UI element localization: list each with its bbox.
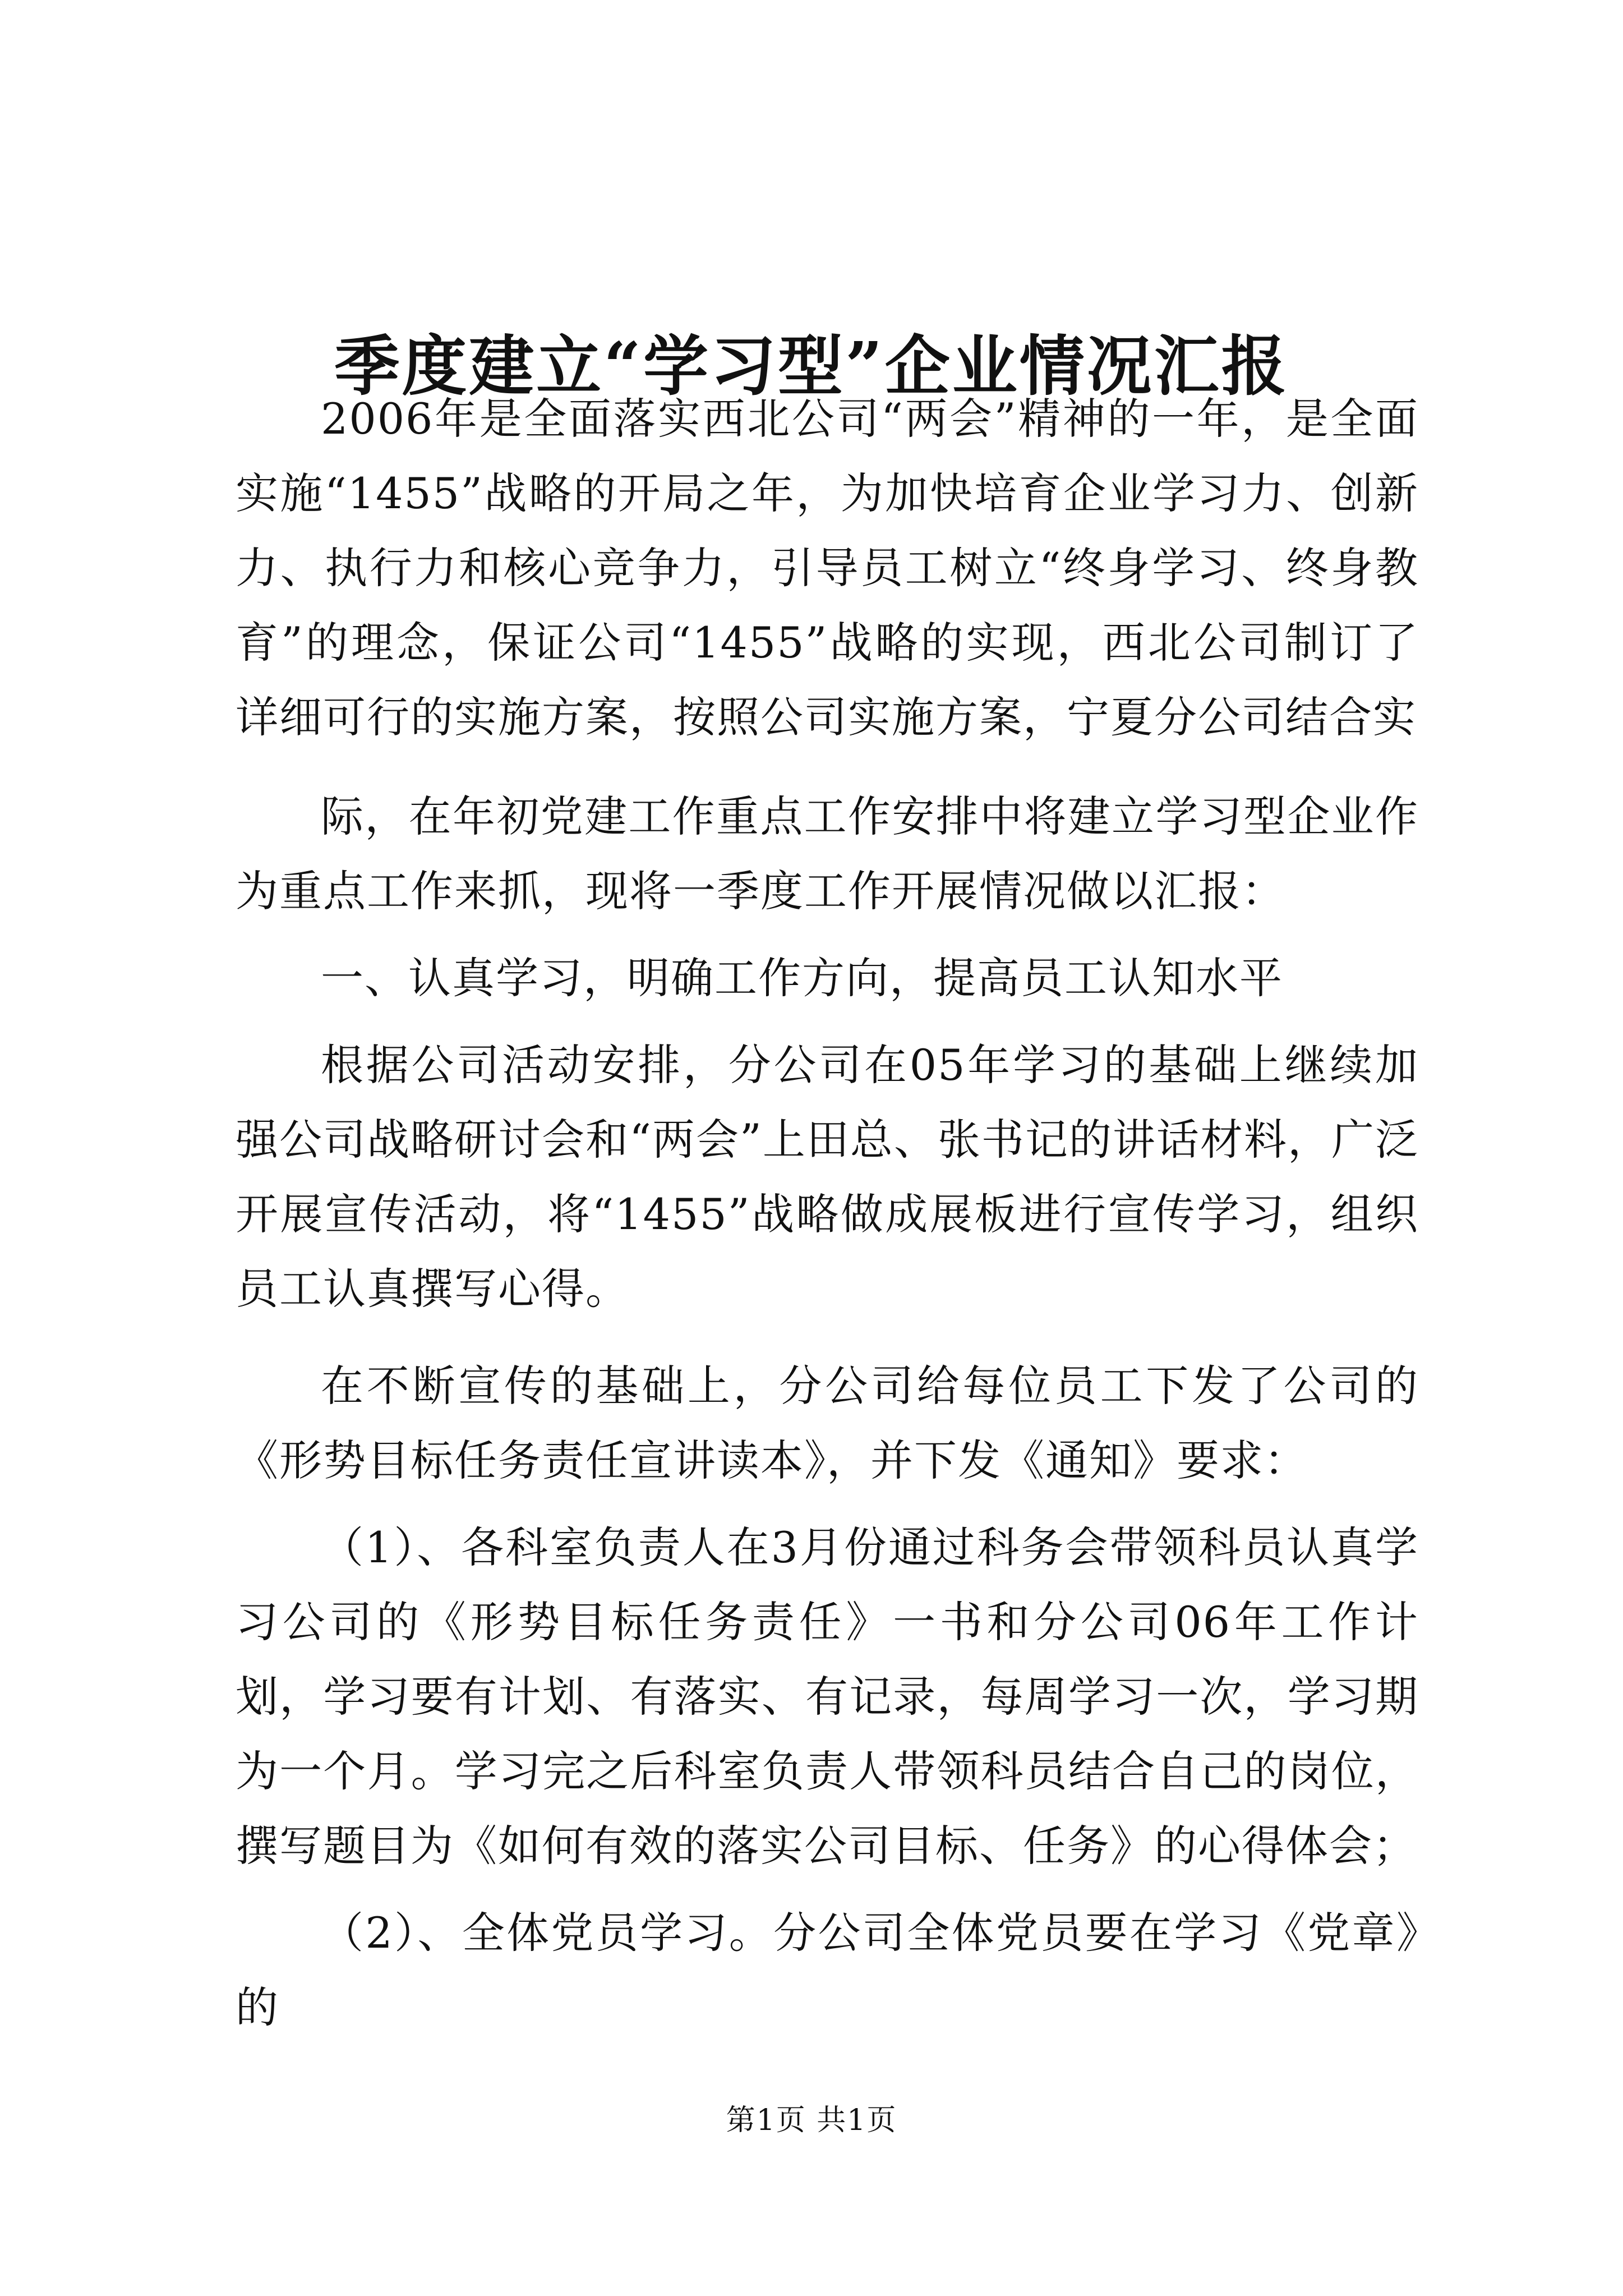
section-heading-1: 一、认真学习，明确工作方向，提高员工认知水平 — [321, 953, 1283, 1003]
document-body — [236, 381, 1419, 2057]
paragraph-activities: 根据公司活动安排，分公司在05年学习的基础上继续加强公司战略研讨会和“两会”上田总、张书记的讲话材料，广泛开展宣传活动，将“1455”战略做成展板进行宣传学习，组织员工认真撰写心得。 — [236, 1040, 1419, 1314]
paragraph-distribution: 在不断宣传的基础上，分公司给每位员工下发了公司的《形势目标任务责任宣讲读本》，并下发《通知》要求： — [236, 1361, 1419, 1485]
document-title: 季度建立“学习型”企业情况汇报 — [334, 328, 1289, 404]
paragraph-intro: 2006年是全面落实西北公司“两会”精神的一年，是全面实施“1455”战略的开局之年，为加快培育企业学习力、创新力、执行力和核心竞争力，引导员工树立“终身学习、终身教育”的理念，保证公司“1455”战略的实现，西北公司制订了详细可行的实施方案，按照公司实施方案，宁夏分公司结合实 — [236, 394, 1419, 742]
paragraph-item-2: （2）、全体党员学习。分公司全体党员要在学习《党章》的 — [236, 1908, 1419, 2032]
page-footer: 第1页 共1页 — [726, 2104, 897, 2137]
paragraph-item-1: （1）、各科室负责人在3月份通过科务会带领科员认真学习公司的《形势目标任务责任》一书和分公司06年工作计划，学习要有计划、有落实、有记录，每周学习一次，学习期为一个月。学习完之后科室负责人带领科员结合自己的岗位，撰写题目为《如何有效的落实公司目标、任务》的心得体会； — [236, 1522, 1419, 1871]
paragraph-continuation: 际，在年初党建工作重点工作安排中将建立学习型企业作为重点工作来抓，现将一季度工作开展情况做以汇报： — [236, 792, 1419, 916]
